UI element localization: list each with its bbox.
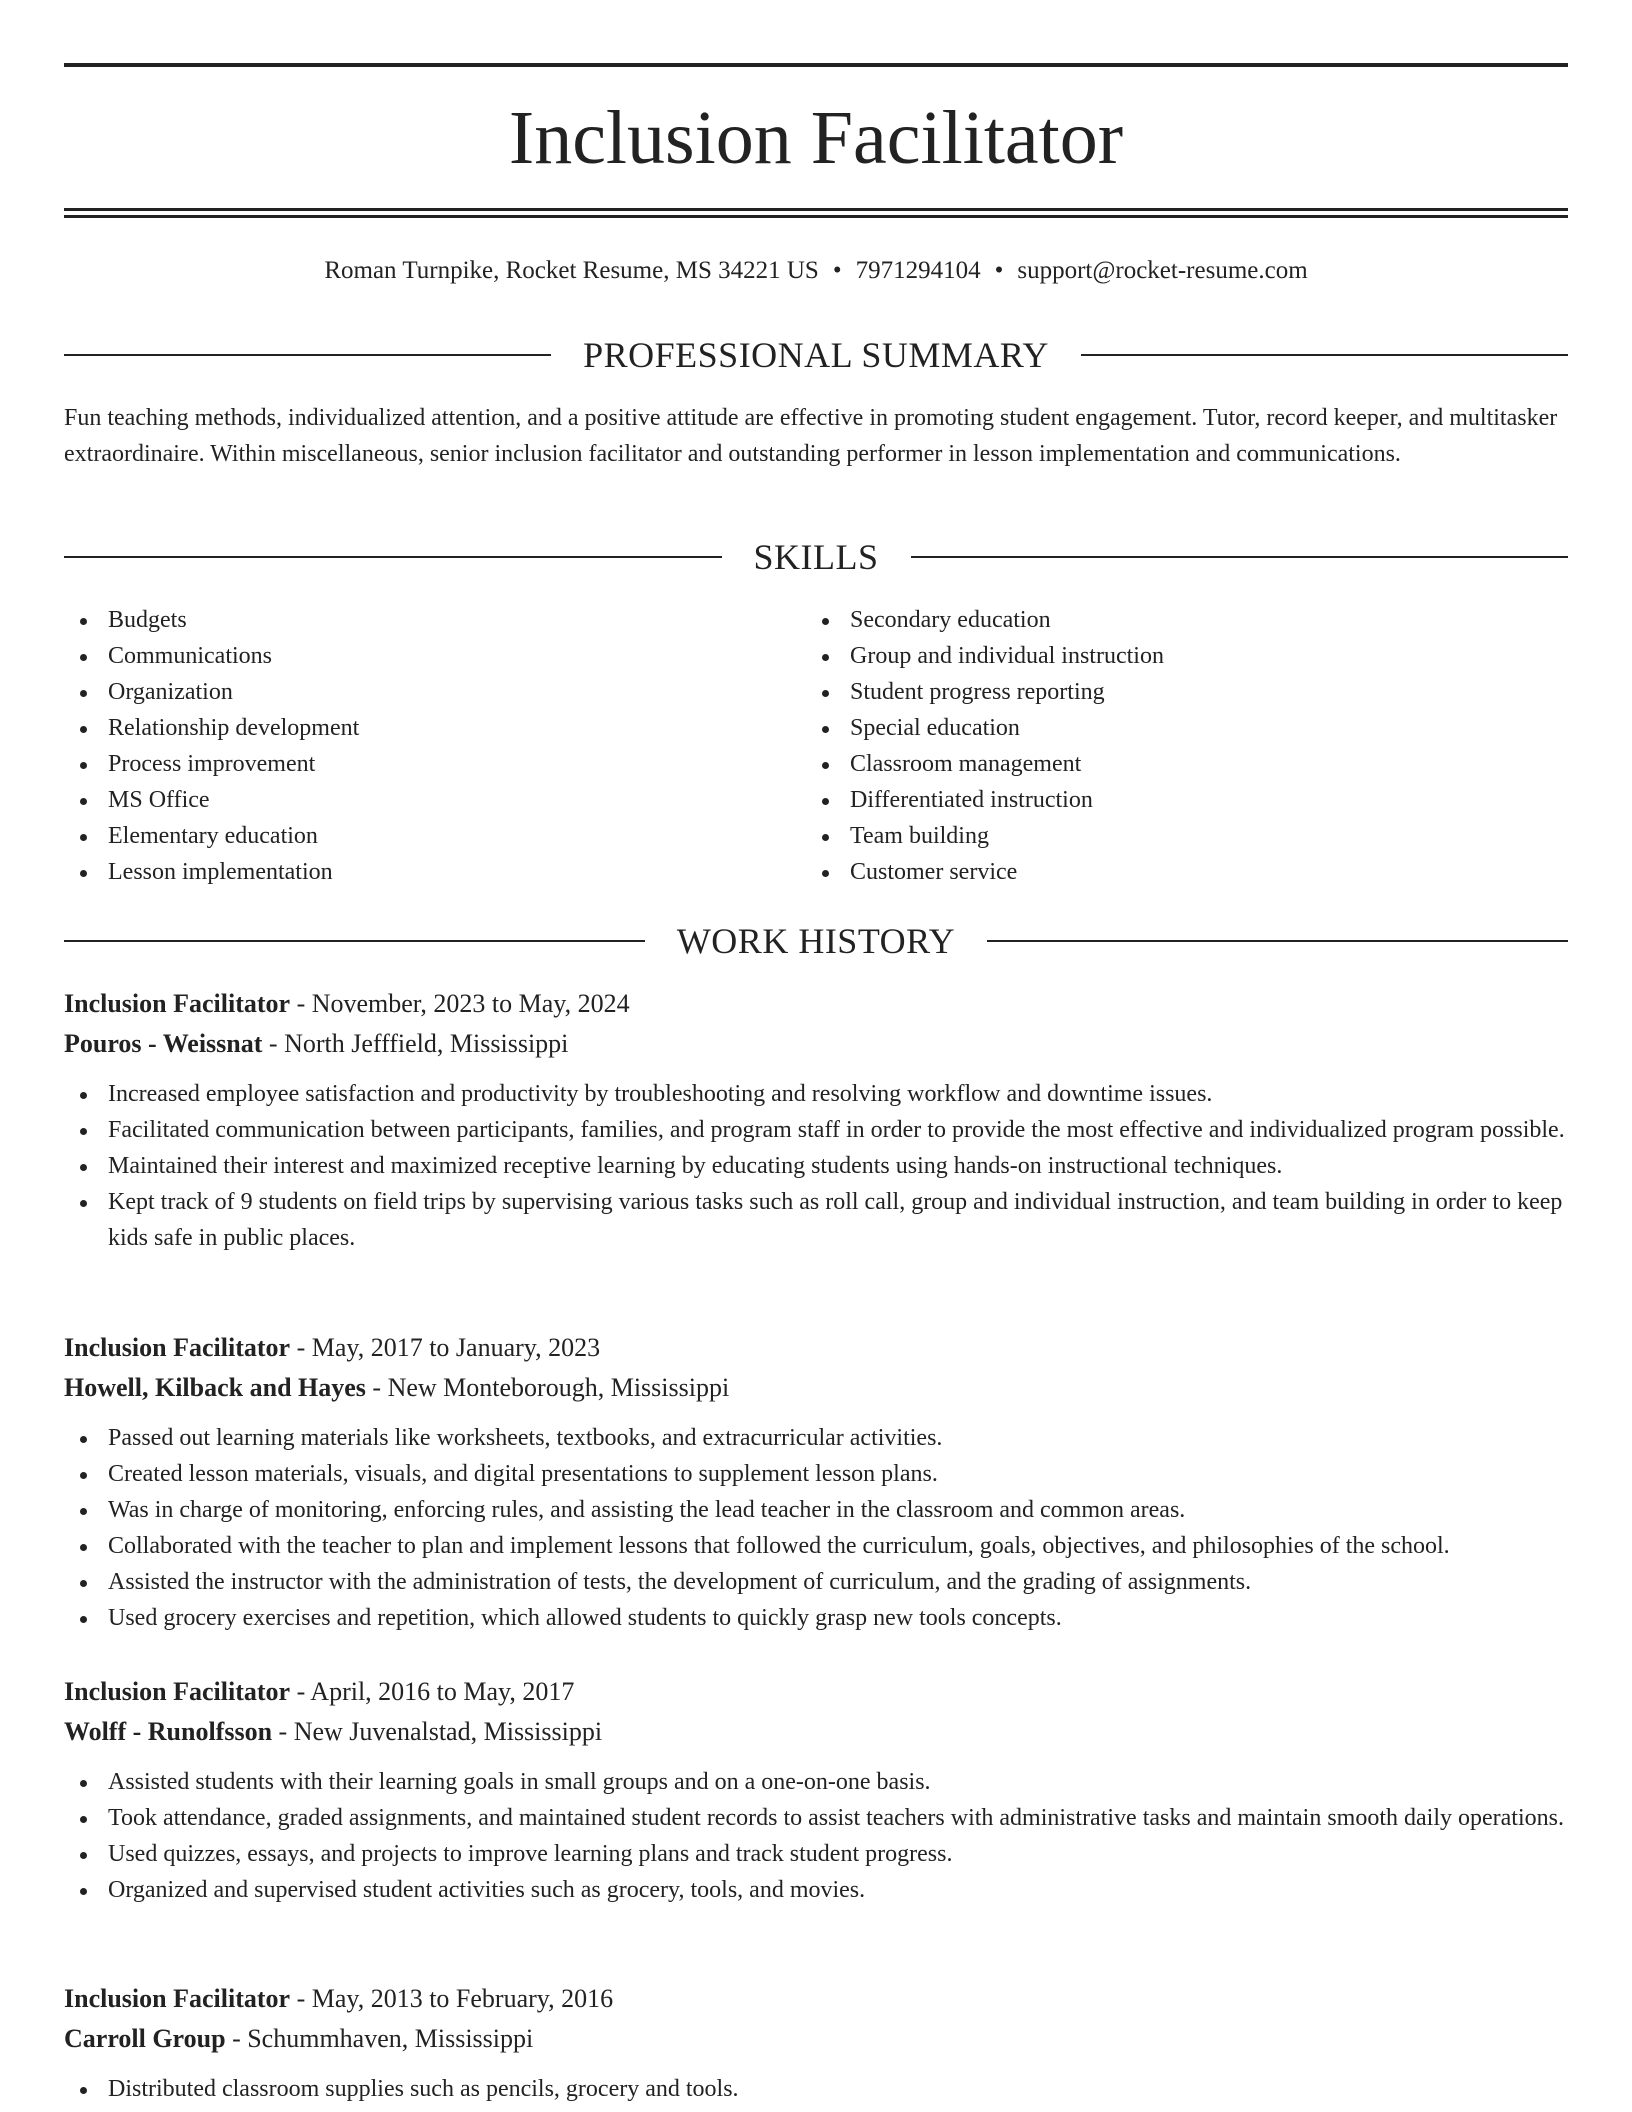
job-title-line [64,1979,1568,2019]
job-dates: - April, 2016 to May, 2017 [290,1677,575,1706]
job-bullet: Distributed classroom supplies such as pencils, grocery and tools. [64,2071,1568,2107]
skill-item: Special education [806,710,1548,746]
summary-section-header [64,331,1568,379]
job-bullet: Increased employee satisfaction and productivity by troubleshooting and resolving workflow and downtime issues. [64,1076,1568,1112]
summary-heading: PROFESSIONAL SUMMARY [583,335,1049,375]
section-rule [64,556,722,558]
job-bullet: Facilitated communication between participants, families, and program staff in order to provide the most effective and individualized program possible. [64,1112,1568,1148]
job-bullet: Was in charge of monitoring, enforcing rules, and assisting the lead teacher in the classroom and common areas. [64,1492,1568,1528]
job-bullets [64,1420,1568,1636]
skill-item: Classroom management [806,746,1548,782]
job-company-line [64,1024,1568,1064]
job-company: Carroll Group [64,2024,226,2053]
job-bullet: Kept track of 9 students on field trips by supervising various tasks such as roll call, group and individual instruction, and team building in order to keep kids safe in public places. [64,1184,1568,1256]
job-location: - New Juvenalstad, Mississippi [272,1717,603,1746]
job-entry [64,1979,1568,2107]
job-dates: - May, 2013 to February, 2016 [290,1984,614,2013]
skills-section-header [64,533,1568,581]
resume-title: Inclusion Facilitator [508,96,1124,180]
job-title-line [64,1672,1568,1712]
skill-item: Customer service [806,854,1548,890]
skill-item: Budgets [64,602,806,638]
job-bullet: Assisted students with their learning goals in small groups and on a one-on-one basis. [64,1764,1568,1800]
job-company-line [64,2019,1568,2059]
skill-item: Process improvement [64,746,806,782]
contact-email: support@rocket-resume.com [1017,257,1308,284]
skill-item: Differentiated instruction [806,782,1548,818]
summary-text: Fun teaching methods, individualized attention, and a positive attitude are effective in promoting student engagement. Tutor, record keeper, and multitasker extraordinaire. Within miscellaneous, senior inclusion facilitator and outstanding performer in lesson implementation and communications. [64,405,1558,467]
job-bullet: Collaborated with the teacher to plan and implement lessons that followed the curriculum, goals, objectives, and philosophies of the school. [64,1528,1568,1564]
job-dates: - May, 2017 to January, 2023 [290,1333,601,1362]
job-entry [64,984,1568,1256]
title-rule-upper [64,208,1568,211]
job-bullet: Assisted the instructor with the administration of tests, the development of curriculum, and the grading of assignments. [64,1564,1568,1600]
top-rule [64,63,1568,67]
skills-column-right [806,602,1548,890]
section-rule [64,940,645,942]
job-location: - Schummhaven, Mississippi [225,2024,534,2053]
skill-item: Student progress reporting [806,674,1548,710]
contact-phone: 7971294104 [855,257,981,284]
skill-item: Group and individual instruction [806,638,1548,674]
skill-item: MS Office [64,782,806,818]
contact-separator: • [994,257,1004,284]
skills-list [64,602,1568,890]
section-rule [987,940,1568,942]
job-title: Inclusion Facilitator [64,1333,291,1362]
job-company: Howell, Kilback and Hayes [64,1373,366,1402]
work-history-section-header [64,917,1568,965]
contact-address: Roman Turnpike, Rocket Resume, MS 34221 US [324,257,819,284]
job-title-line [64,1328,1568,1368]
section-rule [64,354,551,356]
skill-item: Secondary education [806,602,1548,638]
skill-item: Organization [64,674,806,710]
skill-item: Communications [64,638,806,674]
job-title: Inclusion Facilitator [64,1984,291,2013]
job-bullet: Organized and supervised student activities such as grocery, tools, and movies. [64,1872,1568,1908]
work-history-heading: WORK HISTORY [676,921,956,961]
job-location: - North Jefffield, Mississippi [262,1029,569,1058]
skills-column-left [64,602,806,890]
job-bullets [64,1076,1568,1256]
job-bullet: Took attendance, graded assignments, and maintained student records to assist teachers with administrative tasks and maintain smooth daily operations. [64,1800,1568,1836]
job-title: Inclusion Facilitator [64,989,291,1018]
skill-item: Lesson implementation [64,854,806,890]
job-bullet: Used grocery exercises and repetition, which allowed students to quickly grasp new tools concepts. [64,1600,1568,1636]
job-bullet: Maintained their interest and maximized receptive learning by educating students using hands-on instructional techniques. [64,1148,1568,1184]
job-bullets [64,1764,1568,1908]
job-company-line [64,1712,1568,1752]
job-bullet: Passed out learning materials like worksheets, textbooks, and extracurricular activities. [64,1420,1568,1456]
job-bullet: Used quizzes, essays, and projects to improve learning plans and track student progress. [64,1836,1568,1872]
skill-item: Team building [806,818,1548,854]
job-location: - New Monteborough, Mississippi [365,1373,730,1402]
title-rule-lower [64,215,1568,218]
job-company: Pouros - Weissnat [64,1029,263,1058]
job-entry [64,1328,1568,1636]
job-title-line [64,984,1568,1024]
job-bullet: Created lesson materials, visuals, and digital presentations to supplement lesson plans. [64,1456,1568,1492]
job-entry [64,1672,1568,1908]
contact-separator: • [832,257,842,284]
job-company: Wolff - Runolfsson [64,1717,273,1746]
skills-heading: SKILLS [753,537,879,577]
skill-item: Elementary education [64,818,806,854]
section-rule [1081,354,1568,356]
job-bullets [64,2071,1568,2107]
skill-item: Relationship development [64,710,806,746]
section-rule [911,556,1569,558]
job-dates: - November, 2023 to May, 2024 [290,989,630,1018]
job-company-line [64,1368,1568,1408]
job-title: Inclusion Facilitator [64,1677,291,1706]
contact-line [64,254,1568,288]
